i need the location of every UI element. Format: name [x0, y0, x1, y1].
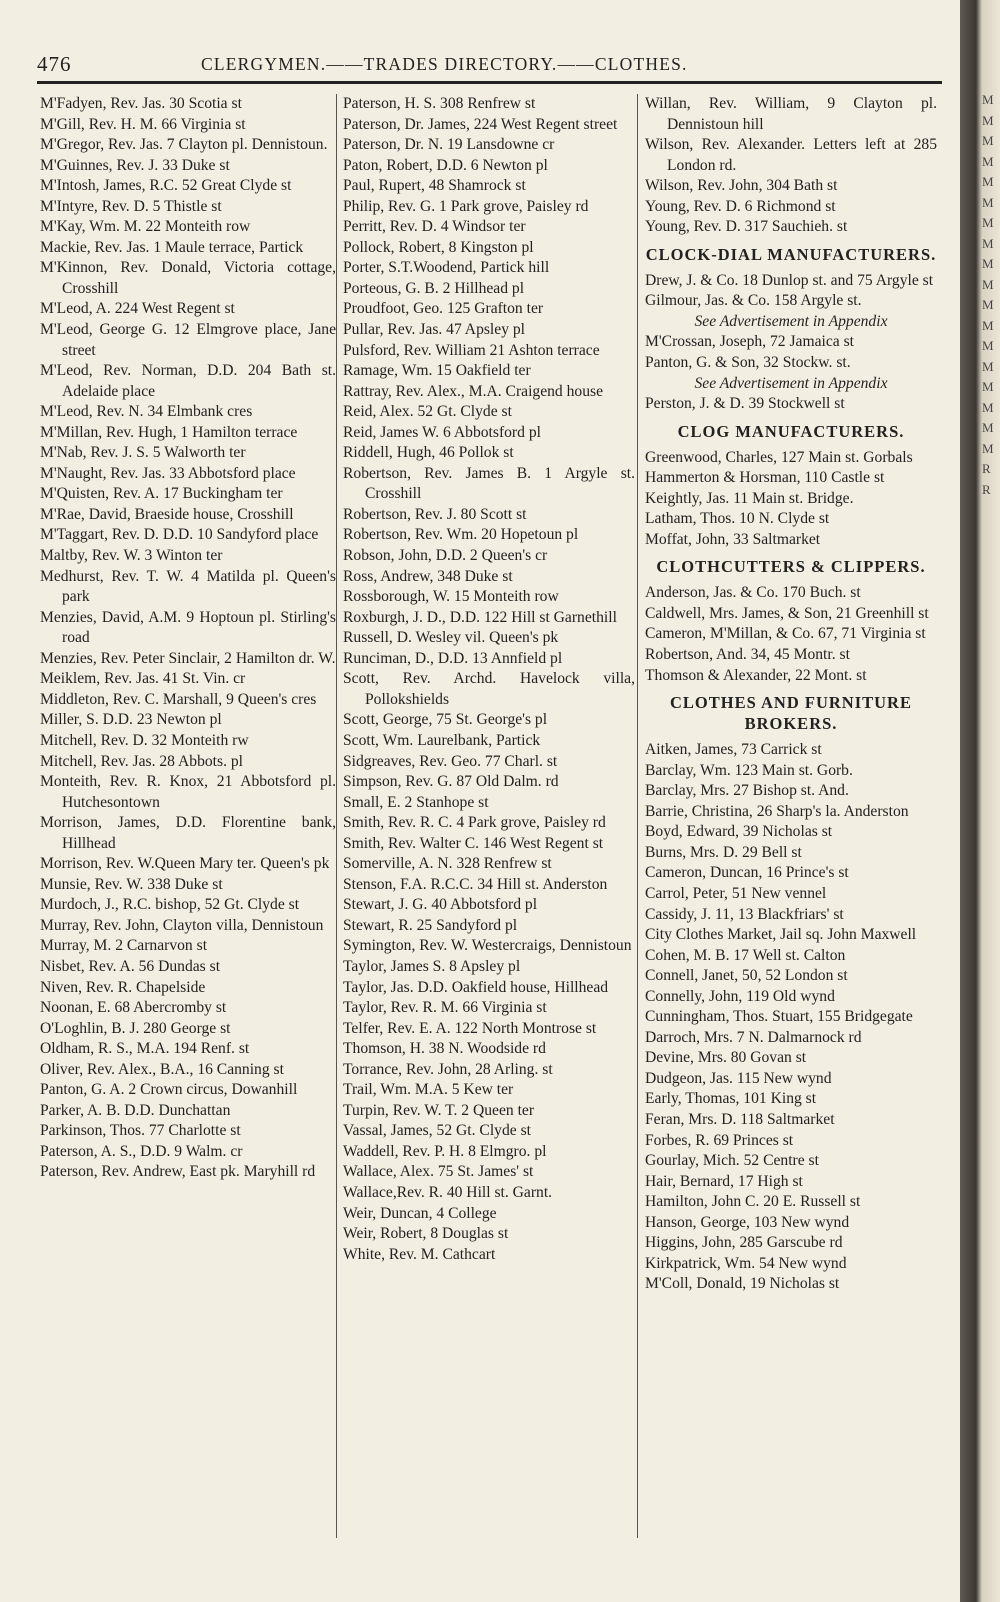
directory-entry: M'Quisten, Rev. A. 17 Buckingham ter — [40, 485, 283, 503]
directory-entry: Riddell, Hugh, 46 Pollok st — [343, 444, 514, 462]
directory-entry: Wilson, Rev. Alexander. Letters left at 285 London rd. — [645, 136, 937, 174]
directory-entry: Telfer, Rev. E. A. 122 North Montrose st — [343, 1019, 597, 1037]
directory-entry: Thomson, H. 38 N. Woodside rd — [343, 1040, 546, 1058]
directory-entry: M'Naught, Rev. Jas. 33 Abbotsford place — [40, 464, 296, 482]
directory-entry: Weir, Duncan, 4 College — [343, 1204, 497, 1222]
margin-glyph: M — [982, 297, 994, 312]
margin-glyph: R — [982, 481, 991, 497]
directory-entry: Murray, M. 2 Carnarvon st — [40, 937, 208, 955]
directory-entry: Murdoch, J., R.C. bishop, 52 Gt. Clyde st — [40, 896, 300, 914]
margin-glyph: M — [982, 317, 994, 333]
directory-entry: Paul, Rupert, 48 Shamrock st — [343, 177, 526, 195]
clothcutters-list — [645, 583, 937, 686]
directory-entry: Caldwell, Mrs. James, & Son, 21 Greenhill st — [645, 604, 929, 622]
directory-entry: Roxburgh, J. D., D.D. 122 Hill st Garnethill — [343, 608, 617, 626]
directory-entry: Pullar, Rev. Jas. 47 Apsley pl — [343, 321, 526, 339]
clock-dial-list — [645, 394, 937, 415]
directory-entry: Dudgeon, Jas. 115 New wynd — [645, 1069, 832, 1087]
margin-glyph: M — [982, 338, 994, 353]
directory-entry: Gourlay, Mich. 52 Centre st — [645, 1152, 819, 1170]
directory-entry: Morrison, James, D.D. Florentine bank, Hillhead — [40, 814, 336, 852]
directory-entry: Cassidy, J. 11, 13 Blackfriars' st — [645, 905, 844, 923]
directory-entry: Wallace,Rev. R. 40 Hill st. Garnt. — [343, 1183, 553, 1201]
page-number: 476 — [37, 52, 72, 76]
directory-entry: Murray, Rev. John, Clayton villa, Dennistoun — [40, 916, 324, 934]
directory-entry: Menzies, Rev. Peter Sinclair, 2 Hamilton dr. W. — [40, 649, 336, 667]
advertisement-note: See Advertisement in Appendix — [694, 312, 888, 330]
directory-entry: Drew, J. & Co. 18 Dunlop st. and 75 Argyle st — [645, 271, 934, 289]
directory-entry: Stewart, R. 25 Sandyford pl — [343, 916, 518, 934]
directory-entry: Hair, Bernard, 17 High st — [645, 1172, 803, 1190]
directory-entry: Cameron, Duncan, 16 Prince's st — [645, 864, 849, 882]
directory-entry: Mackie, Rev. Jas. 1 Maule terrace, Partick — [40, 238, 304, 256]
margin-glyph: M — [982, 440, 994, 456]
directory-entry: Niven, Rev. R. Chapelside — [40, 978, 206, 996]
margin-glyph: M — [982, 358, 994, 374]
directory-entry: Nisbet, Rev. A. 56 Dundas st — [40, 957, 221, 975]
directory-entry: Cunningham, Thos. Stuart, 155 Bridgegate — [645, 1008, 913, 1026]
directory-entry: Greenwood, Charles, 127 Main st. Gorbals — [645, 448, 913, 466]
directory-entry: Barclay, Mrs. 27 Bishop st. And. — [645, 782, 849, 800]
directory-entry: Oldham, R. S., M.A. 194 Renf. st — [40, 1040, 250, 1058]
margin-glyph: M — [982, 194, 994, 210]
margin-glyph: M — [982, 420, 994, 435]
directory-entry: Stewart, J. G. 40 Abbotsford pl — [343, 896, 538, 914]
directory-entry: Meiklem, Rev. Jas. 41 St. Vin. cr — [40, 670, 246, 688]
directory-entry: M'Taggart, Rev. D. D.D. 10 Sandyford place — [40, 526, 319, 544]
directory-entry: M'Millan, Rev. Hugh, 1 Hamilton terrace — [40, 423, 298, 441]
section-heading-clock-dial: CLOCK-DIAL MANUFACTURERS. — [645, 244, 937, 264]
directory-entry: Keightly, Jas. 11 Main st. Bridge. — [645, 489, 854, 507]
margin-glyph: M — [982, 256, 994, 271]
section-heading-clothcutters: CLOTHCUTTERS & CLIPPERS. — [656, 557, 926, 577]
directory-entry: Connelly, John, 119 Old wynd — [645, 987, 835, 1005]
directory-entry: Simpson, Rev. G. 87 Old Dalm. rd — [343, 773, 559, 791]
directory-entry: Munsie, Rev. W. 338 Duke st — [40, 875, 223, 893]
directory-entry: Smith, Rev. R. C. 4 Park grove, Paisley rd — [343, 814, 606, 832]
directory-entry: O'Loghlin, B. J. 280 George st — [40, 1019, 231, 1037]
directory-entry: Robson, John, D.D. 2 Queen's cr — [343, 547, 548, 565]
directory-entry: Early, Thomas, 101 King st — [645, 1090, 817, 1108]
directory-entry: Scott, George, 75 St. George's pl — [343, 711, 548, 729]
directory-entry: Wallace, Alex. 75 St. James' st — [343, 1163, 534, 1181]
directory-entry: Perston, J. & D. 39 Stockwell st — [645, 395, 845, 413]
directory-entry: Smith, Rev. Walter C. 146 West Regent st — [343, 834, 604, 852]
directory-entry: Porter, S.T.Woodend, Partick hill — [343, 259, 550, 277]
directory-entry: Reid, James W. 6 Abbotsford pl — [343, 423, 541, 441]
directory-entry: Taylor, Rev. R. M. 66 Virginia st — [343, 999, 547, 1017]
directory-entry: Oliver, Rev. Alex., B.A., 16 Canning st — [40, 1060, 284, 1078]
directory-entry: Perritt, Rev. D. 4 Windsor ter — [343, 218, 526, 236]
directory-entry: Mitchell, Rev. Jas. 28 Abbots. pl — [40, 752, 243, 770]
directory-entry: Taylor, James S. 8 Apsley pl — [343, 957, 521, 975]
directory-entry: Higgins, John, 285 Garscube rd — [645, 1234, 843, 1252]
directory-entry: Ramage, Wm. 15 Oakfield ter — [343, 362, 531, 380]
margin-glyph: M — [982, 235, 994, 251]
directory-entry: M'Kay, Wm. M. 22 Monteith row — [40, 218, 251, 236]
directory-entry: Panton, G. & Son, 32 Stockw. st. — [645, 354, 851, 372]
directory-entry: M'Fadyen, Rev. Jas. 30 Scotia st — [40, 95, 242, 112]
margin-glyph: M — [982, 133, 994, 148]
directory-entry: Symington, Rev. W. Westercraigs, Dennistoun — [343, 937, 632, 955]
directory-entry: Wilson, Rev. John, 304 Bath st — [645, 177, 838, 195]
page-header — [37, 52, 942, 82]
directory-entry: Robertson, And. 34, 45 Montr. st — [645, 646, 850, 664]
directory-entry: M'Crossan, Joseph, 72 Jamaica st — [645, 333, 854, 351]
directory-entry: Weir, Robert, 8 Douglas st — [343, 1225, 509, 1243]
directory-entry: Menzies, David, A.M. 9 Hoptoun pl. Stirling's road — [40, 608, 336, 647]
directory-entry: M'Intyre, Rev. D. 5 Thistle st — [40, 197, 222, 215]
directory-entry: Proudfoot, Geo. 125 Grafton ter — [343, 300, 544, 318]
directory-entry: Paterson, A. S., D.D. 9 Walm. cr — [40, 1142, 243, 1160]
directory-entry: Middleton, Rev. C. Marshall, 9 Queen's cres — [40, 690, 317, 708]
directory-entry: Robertson, Rev. James B. 1 Argyle st. Crosshill — [343, 464, 635, 503]
directory-entry: Paterson, H. S. 308 Renfrew st — [343, 95, 536, 112]
column-divider-2 — [637, 94, 638, 1538]
directory-entry: Devine, Mrs. 80 Govan st — [645, 1049, 807, 1067]
clock-dial-list — [645, 332, 937, 373]
directory-entry: Robertson, Rev. J. 80 Scott st — [343, 505, 527, 523]
directory-entry: Thomson & Alexander, 22 Mont. st — [645, 666, 867, 684]
directory-entry: Russell, D. Wesley vil. Queen's pk — [343, 629, 559, 647]
directory-entry: Parkinson, Thos. 77 Charlotte st — [40, 1122, 241, 1140]
directory-entry: Paton, Robert, D.D. 6 Newton pl — [343, 156, 548, 174]
directory-entry: Somerville, A. N. 328 Renfrew st — [343, 855, 552, 873]
directory-entry: M'Coll, Donald, 19 Nicholas st — [645, 1275, 840, 1293]
margin-glyph: M — [982, 276, 994, 292]
directory-entry: Scott, Rev. Archd. Havelock villa, Pollokshields — [343, 670, 635, 708]
directory-entry: Robertson, Rev. Wm. 20 Hopetoun pl — [343, 526, 579, 544]
margin-glyph: M — [982, 215, 994, 230]
directory-entry: Anderson, Jas. & Co. 170 Buch. st — [645, 584, 861, 602]
directory-entry: M'Rae, David, Braeside house, Crosshill — [40, 505, 294, 523]
margin-glyph: M — [982, 399, 994, 415]
column-1 — [40, 94, 336, 1183]
directory-entry: M'Nab, Rev. J. S. 5 Walworth ter — [40, 444, 246, 462]
directory-entry: Cameron, M'Millan, & Co. 67, 71 Virginia st — [645, 625, 926, 643]
directory-entry: Medhurst, Rev. T. W. 4 Matilda pl. Queen's park — [40, 567, 336, 606]
directory-entry: M'Leod, Rev. Norman, D.D. 204 Bath st. Adelaide place — [40, 362, 336, 400]
directory-entry: Taylor, Jas. D.D. Oakfield house, Hillhead — [343, 978, 609, 996]
directory-entry: Philip, Rev. G. 1 Park grove, Paisley rd — [343, 197, 589, 215]
directory-entry: Pulsford, Rev. William 21 Ashton terrace — [343, 341, 600, 359]
clergymen-continued — [645, 94, 937, 238]
margin-glyph: M — [982, 174, 994, 189]
adjacent-page-edge — [960, 0, 1000, 1602]
directory-entry: Trail, Wm. M.A. 5 Kew ter — [343, 1081, 514, 1099]
directory-entry: Hammerton & Horsman, 110 Castle st — [645, 469, 885, 487]
clock-dial-list — [645, 271, 937, 312]
directory-entry: Paterson, Dr. N. 19 Lansdowne cr — [343, 136, 555, 154]
margin-glyph: M — [982, 112, 994, 128]
directory-entry: M'Intosh, James, R.C. 52 Great Clyde st — [40, 177, 292, 195]
directory-entry: Young, Rev. D. 317 Sauchieh. st — [645, 218, 848, 236]
directory-entry: Moffat, John, 33 Saltmarket — [645, 530, 821, 548]
directory-entry: Barclay, Wm. 123 Main st. Gorb. — [645, 761, 853, 779]
directory-entry: M'Leod, Rev. N. 34 Elmbank cres — [40, 403, 253, 421]
directory-entry: Rossborough, W. 15 Monteith row — [343, 588, 559, 606]
directory-entry: M'Gill, Rev. H. M. 66 Virginia st — [40, 115, 246, 133]
directory-entry: Carrol, Peter, 51 New vennel — [645, 884, 827, 902]
directory-entry: Burns, Mrs. D. 29 Bell st — [645, 843, 802, 861]
directory-entry: City Clothes Market, Jail sq. John Maxwell — [645, 926, 917, 944]
directory-entry: Scott, Wm. Laurelbank, Partick — [343, 731, 541, 749]
advertisement-note: See Advertisement in Appendix — [694, 374, 888, 392]
directory-entry: Aitken, James, 73 Carrick st — [645, 741, 822, 759]
directory-entry: M'Leod, George G. 12 Elmgrove place, Jane street — [40, 321, 336, 359]
column-3 — [645, 94, 937, 1295]
directory-entry: Forbes, R. 69 Princes st — [645, 1131, 794, 1149]
directory-entry: Paterson, Dr. James, 224 West Regent street — [343, 115, 618, 133]
directory-entry: Stenson, F.A. R.C.C. 34 Hill st. Anderston — [343, 875, 608, 893]
directory-entry: Porteous, G. B. 2 Hillhead pl — [343, 279, 525, 297]
directory-entry: Gilmour, Jas. & Co. 158 Argyle st. — [645, 292, 862, 310]
directory-entry: Paterson, Rev. Andrew, East pk. Maryhill rd — [40, 1163, 316, 1181]
directory-entry: Mitchell, Rev. D. 32 Monteith rw — [40, 731, 249, 749]
directory-entry: Pollock, Robert, 8 Kingston pl — [343, 238, 534, 256]
directory-entry: Maltby, Rev. W. 3 Winton ter — [40, 547, 223, 565]
directory-entry: Darroch, Mrs. 7 N. Dalmarnock rd — [645, 1028, 862, 1046]
directory-entry: M'Gregor, Rev. Jas. 7 Clayton pl. Dennistoun. — [40, 136, 328, 154]
directory-entry: White, Rev. M. Cathcart — [343, 1245, 496, 1263]
directory-entry: Cohen, M. B. 17 Well st. Calton — [645, 946, 846, 964]
directory-entry: Feran, Mrs. D. 118 Saltmarket — [645, 1110, 835, 1128]
directory-entry: Vassal, James, 52 Gt. Clyde st — [343, 1122, 531, 1140]
directory-entry: Rattray, Rev. Alex., M.A. Craigend house — [343, 382, 603, 400]
directory-entry: Waddell, Rev. P. H. 8 Elmgro. pl — [343, 1142, 547, 1160]
column-divider-1 — [336, 94, 337, 1538]
margin-glyph: R — [982, 461, 991, 476]
directory-entry: Parker, A. B. D.D. Dunchattan — [40, 1101, 231, 1119]
directory-entry: Torrance, Rev. John, 28 Arling. st — [343, 1060, 553, 1078]
directory-entry: Young, Rev. D. 6 Richmond st — [645, 197, 836, 215]
directory-entry: Reid, Alex. 52 Gt. Clyde st — [343, 403, 512, 421]
directory-entry: Turpin, Rev. W. T. 2 Queen ter — [343, 1101, 535, 1119]
directory-entry: Hamilton, John C. 20 E. Russell st — [645, 1193, 861, 1211]
section-heading-clog: CLOG MANUFACTURERS. — [677, 421, 905, 441]
directory-entry: Connell, Janet, 50, 52 London st — [645, 967, 848, 985]
section-heading-brokers: CLOTHES AND FURNITURE BROKERS. — [670, 693, 912, 734]
directory-entry: Monteith, Rev. R. Knox, 21 Abbotsford pl. Hutchesontown — [40, 773, 336, 811]
directory-entry: Noonan, E. 68 Abercromby st — [40, 999, 227, 1017]
directory-entry: M'Leod, A. 224 West Regent st — [40, 300, 235, 318]
clog-list — [645, 448, 937, 551]
directory-entry: Sidgreaves, Rev. Geo. 77 Charl. st — [343, 752, 558, 770]
directory-entry: Small, E. 2 Stanhope st — [343, 793, 489, 811]
margin-glyph: M — [982, 92, 994, 107]
directory-entry: Willan, Rev. William, 9 Clayton pl. Dennistoun hill — [645, 95, 937, 133]
directory-entry: M'Guinnes, Rev. J. 33 Duke st — [40, 156, 230, 174]
column-2 — [343, 94, 635, 1265]
margin-glyph: M — [982, 153, 994, 169]
directory-entry: Ross, Andrew, 348 Duke st — [343, 567, 513, 585]
brokers-list — [645, 740, 937, 1295]
running-title: CLERGYMEN.——TRADES DIRECTORY.——CLOTHES. — [201, 54, 688, 74]
margin-glyph: M — [982, 379, 994, 394]
directory-entry: Runciman, D., D.D. 13 Annfield pl — [343, 649, 563, 667]
directory-entry: Boyd, Edward, 39 Nicholas st — [645, 823, 833, 841]
directory-entry: Barrie, Christina, 26 Sharp's la. Anderston — [645, 802, 909, 820]
directory-entry: Latham, Thos. 10 N. Clyde st — [645, 510, 830, 528]
directory-entry: Panton, G. A. 2 Crown circus, Dowanhill — [40, 1081, 298, 1099]
directory-entry: M'Kinnon, Rev. Donald, Victoria cottage, Crosshill — [40, 259, 336, 297]
directory-entry: Miller, S. D.D. 23 Newton pl — [40, 711, 222, 729]
directory-entry: Hanson, George, 103 New wynd — [645, 1213, 850, 1231]
header-rule — [37, 81, 942, 84]
directory-entry: Kirkpatrick, Wm. 54 New wynd — [645, 1254, 847, 1272]
directory-entry: Morrison, Rev. W.Queen Mary ter. Queen's pk — [40, 855, 330, 873]
